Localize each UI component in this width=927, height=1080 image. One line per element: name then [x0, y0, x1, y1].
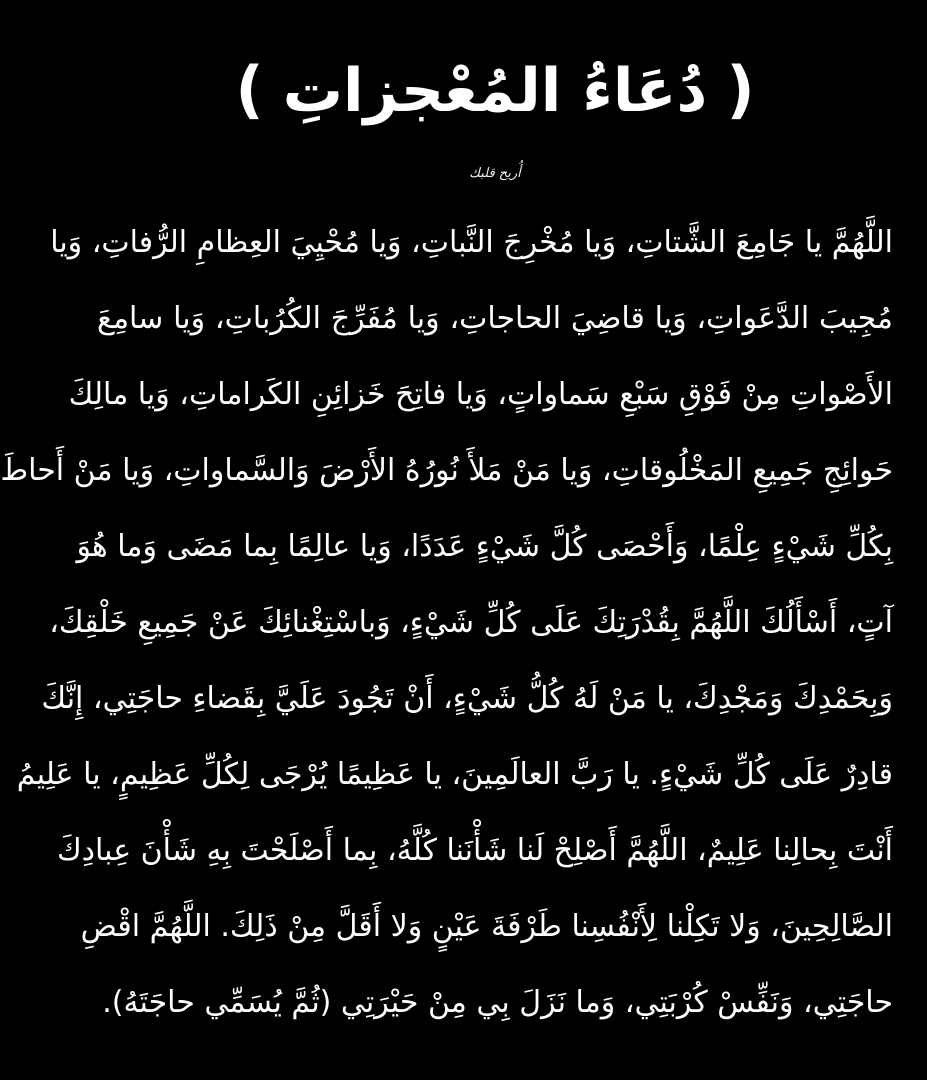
- title-block: [63, 52, 927, 130]
- prayer-line-3: الأَصْواتِ مِنْ فَوْقِ سَبْعِ سَماواتٍ، وَيا فاتِحَ خَزائِنِ الكَراماتِ، وَيا مالِكَ: [68, 377, 893, 412]
- page-title: دُعَاءُ المُعْجزاتِ: [282, 56, 708, 126]
- prayer-line-5: بِكُلِّ شَيْءٍ عِلْمًا، وَأَحْصَى كُلَّ شَيْءٍ عَدَدًا، وَيا عالِمًا بِما مَضَى وَما هُوَ: [76, 529, 893, 564]
- title-open-paren: (: [726, 53, 755, 126]
- signature-text: أُريح قلبك: [469, 166, 521, 181]
- prayer-line-2: مُجِيبَ الدَّعَواتِ، وَيا قاضِيَ الحاجاتِ، وَيا مُفَرِّجَ الكُرُباتِ، وَيا سامِعَ: [97, 301, 893, 336]
- prayer-line-9: أَنْتَ بِحالِنا عَلِيمٌ، اللَّهُمَّ أَصْلِحْ لَنا شَأْنَنا كُلَّهُ، بِما أَصْلَحْتَ بِهِ شَأْنَ عِبادِكَ: [56, 833, 893, 868]
- prayer-line-10: الصَّالِحِينَ، وَلا تَكِلْنا لِأَنْفُسِنا طَرْفَةَ عَيْنٍ وَلا أَقَلَّ مِنْ ذَلِكَ. اللَّهُمَّ اقْضِ: [80, 909, 893, 944]
- prayer-line-4: حَوائِجِ جَمِيعِ المَخْلُوقاتِ، وَيا مَنْ مَلأَ نُورُهُ الأَرْضَ وَالسَّماواتِ، وَيا مَنْ أَحاطَ: [0, 453, 893, 488]
- prayer-body: [0, 205, 893, 1045]
- prayer-line-11: حاجَتِي، وَنَفِّسْ كُرْبَتِي، وَما نَزَلَ بِي مِنْ حَيْرَتِي (ثُمَّ يُسَمِّي حاجَتَهُ).: [102, 985, 893, 1020]
- prayer-line-7: وَبِحَمْدِكَ وَمَجْدِكَ، يا مَنْ لَهُ كُلُّ شَيْءٍ، أَنْ تَجُودَ عَلَيَّ بِقَضاءِ حاجَتِي، إِنَّكَ: [41, 681, 893, 716]
- title-close-paren: ): [235, 53, 264, 126]
- prayer-line-1: اللَّهُمَّ يا جَامِعَ الشَّتاتِ، وَيا مُخْرِجَ النَّباتِ، وَيا مُحْيِيَ العِظامِ الرُّفاتِ، وَيا: [50, 225, 893, 260]
- prayer-line-6: آتٍ، أَسْأَلُكَ اللَّهُمَّ بِقُدْرَتِكَ عَلَى كُلِّ شَيْءٍ، وَباسْتِغْنائِكَ عَنْ جَمِيعِ خَلْقِكَ،: [49, 605, 893, 640]
- prayer-line-8: قادِرٌ عَلَى كُلِّ شَيْءٍ. يا رَبَّ العالَمِينَ، يا عَظِيمًا يُرْجَى لِكُلِّ عَظِيمٍ، يا عَلِيمُ: [16, 757, 893, 792]
